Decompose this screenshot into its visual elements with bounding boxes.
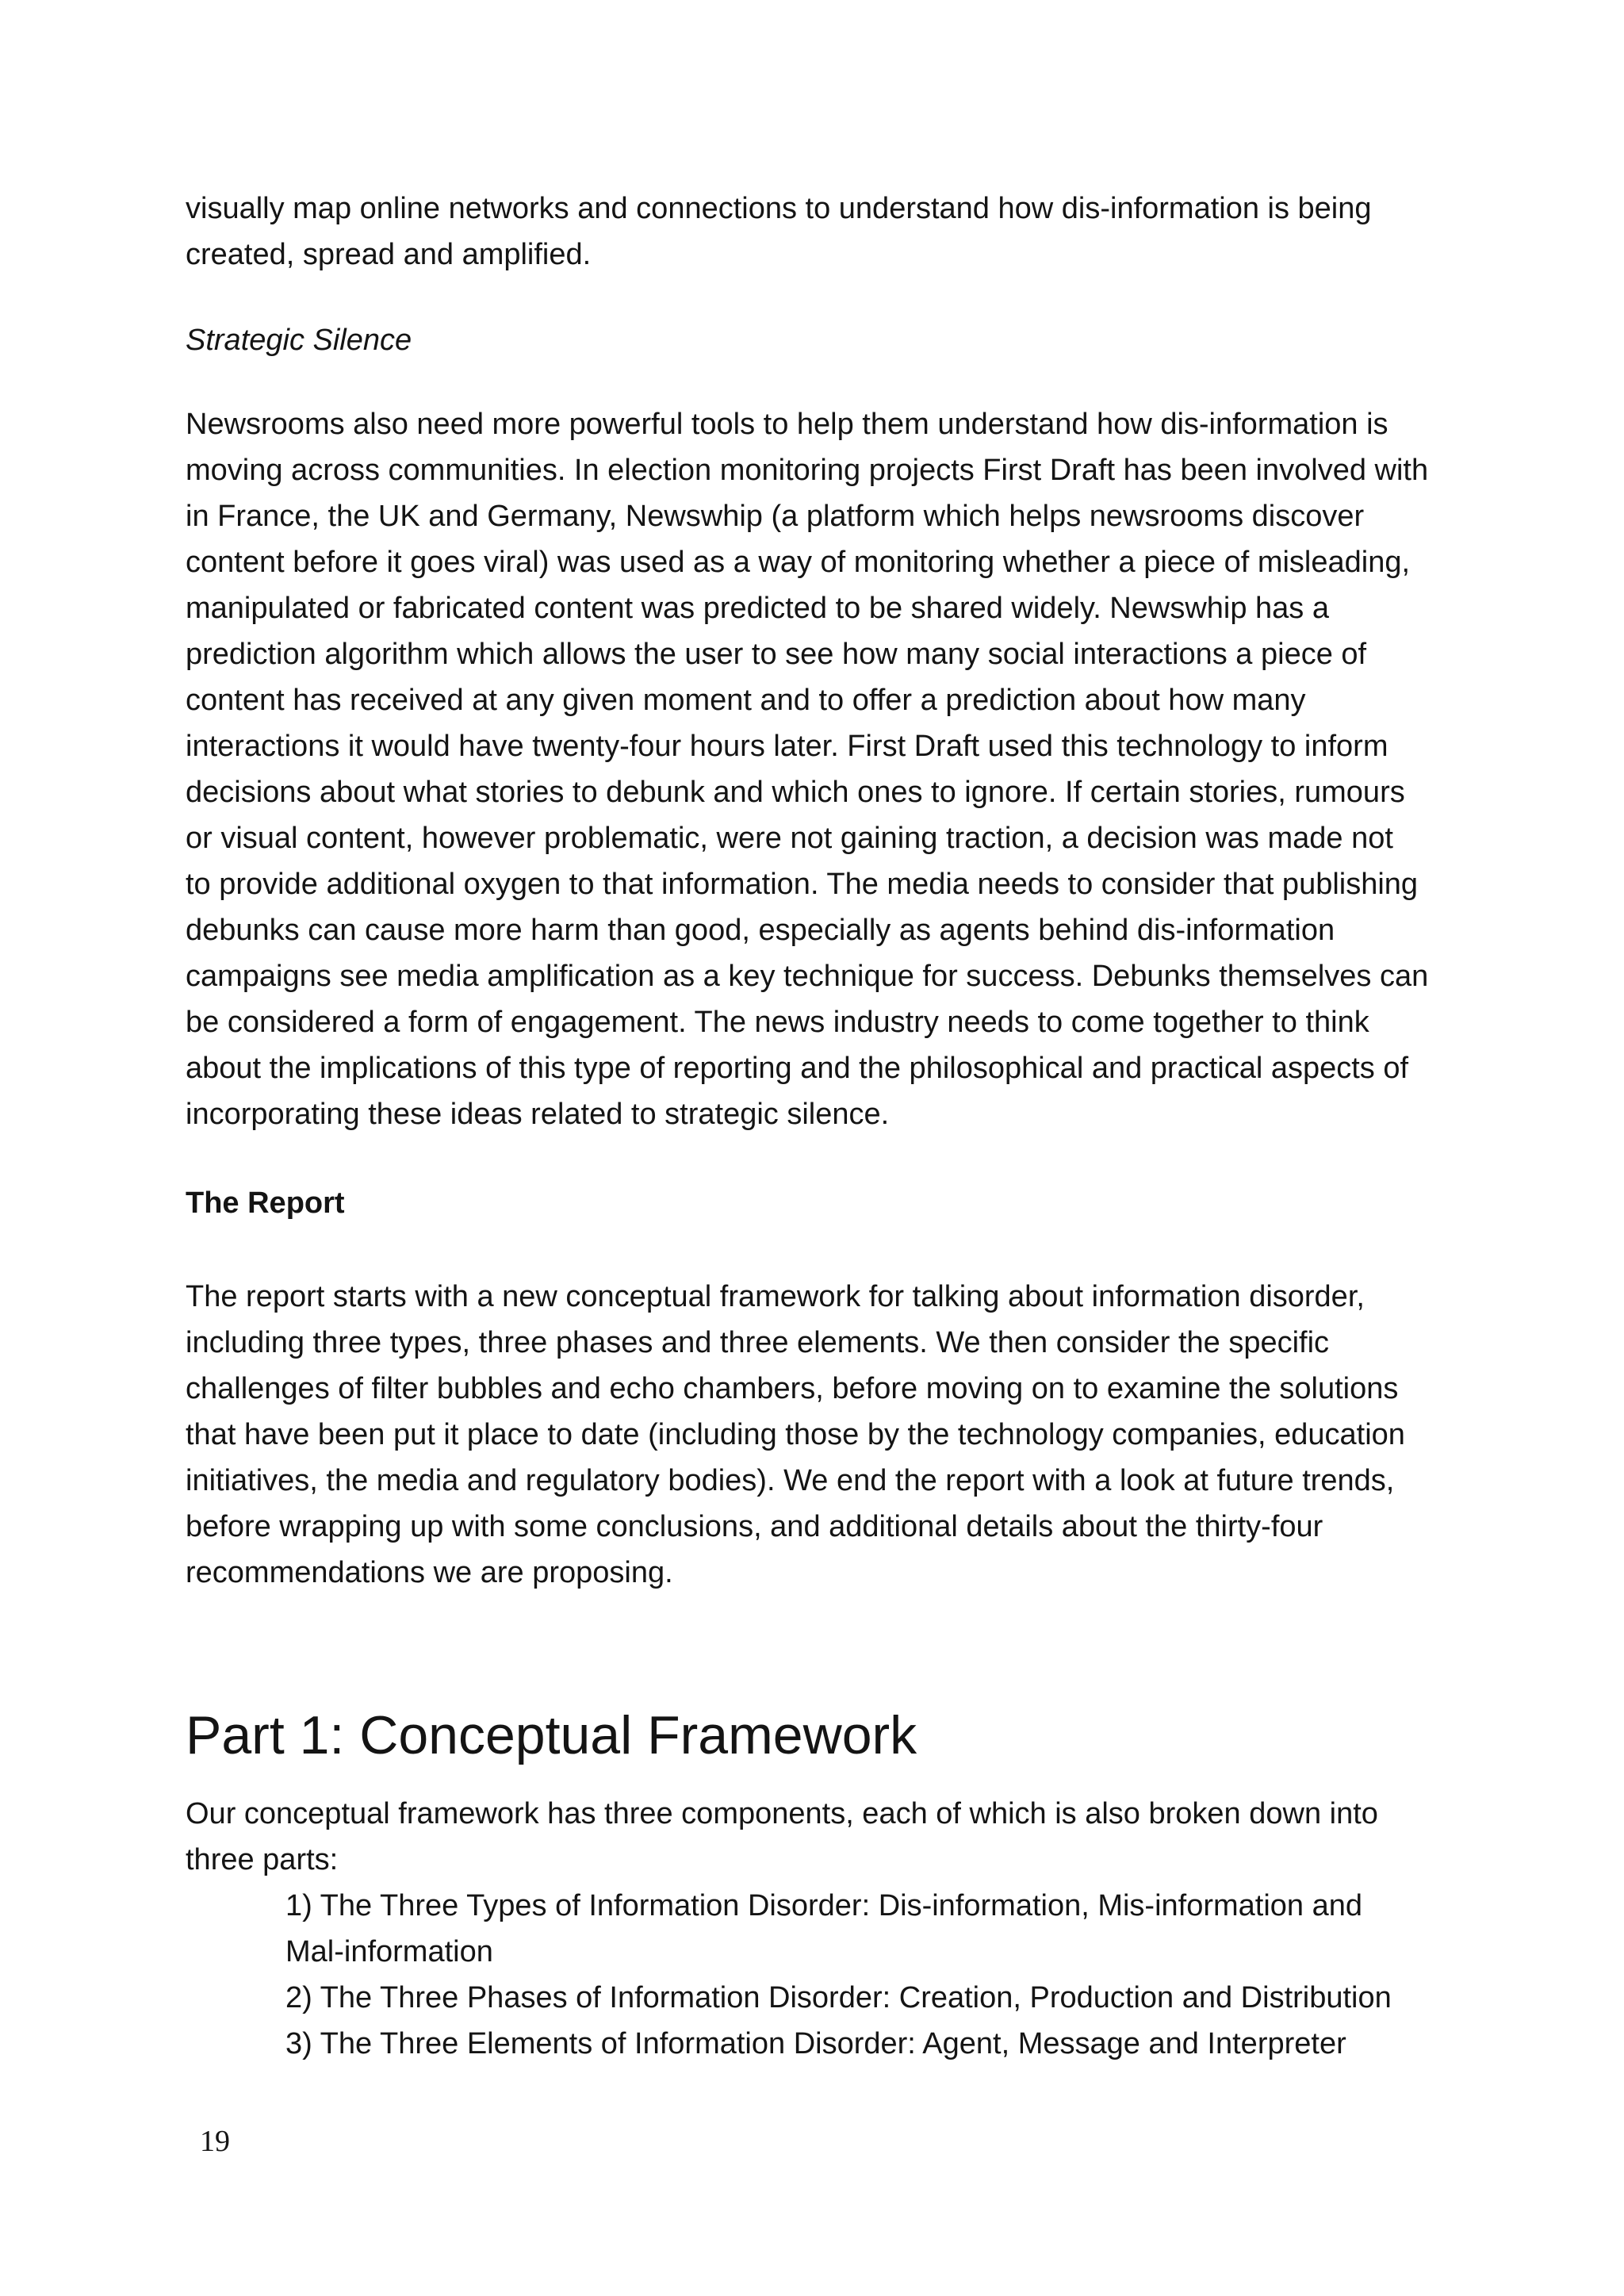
- text-line: moving across communities. In election monitoring projects First Draft has been involved with: [186, 454, 1429, 487]
- strategic-silence-paragraph: [186, 401, 1454, 1137]
- text-line: content before it goes viral) was used as a way of monitoring whether a piece of misleading,: [186, 546, 1411, 579]
- text-line: be considered a form of engagement. The news industry needs to come together to think: [186, 1006, 1369, 1039]
- text-line: interactions it would have twenty-four hours later. First Draft used this technology to inform: [186, 730, 1388, 763]
- framework-list: [285, 1883, 1392, 2067]
- text-line: recommendations we are proposing.: [186, 1556, 673, 1589]
- list-item: [285, 1975, 1392, 2021]
- text-line: initiatives, the media and regulatory bodies). We end the report with a look at future trends,: [186, 1464, 1395, 1497]
- text-line: Our conceptual framework has three components, each of which is also broken down into: [186, 1797, 1378, 1830]
- text-line: debunks can cause more harm than good, especially as agents behind dis-information: [186, 914, 1335, 947]
- list-item: [285, 2021, 1392, 2067]
- part1-heading: Part 1: Conceptual Framework: [186, 1705, 917, 1765]
- report-paragraph: [186, 1274, 1454, 1596]
- text-line: visually map online networks and connections to understand how dis-information is being: [186, 192, 1372, 225]
- text-line: Newsrooms also need more powerful tools to help them understand how dis-information is: [186, 408, 1388, 441]
- text-line: incorporating these ideas related to strategic silence.: [186, 1098, 890, 1131]
- text-line: Mal-information: [285, 1935, 493, 1968]
- text-line: manipulated or fabricated content was predicted to be shared widely. Newswhip has a: [186, 592, 1329, 625]
- intro-paragraph: [186, 186, 1454, 278]
- text-line: campaigns see media amplification as a key technique for success. Debunks themselves can: [186, 960, 1429, 993]
- text-line: The report starts with a new conceptual framework for talking about information disorder,: [186, 1280, 1365, 1313]
- text-line: content has received at any given moment and to offer a prediction about how many: [186, 684, 1306, 717]
- text-line: created, spread and amplified.: [186, 238, 592, 271]
- text-line: challenges of filter bubbles and echo chambers, before moving on to examine the solutions: [186, 1372, 1399, 1405]
- text-line: decisions about what stories to debunk and which ones to ignore. If certain stories, rumours: [186, 776, 1405, 809]
- list-item: [285, 1883, 1392, 1975]
- text-line: three parts:: [186, 1843, 339, 1876]
- text-line: before wrapping up with some conclusions, and additional details about the thirty-four: [186, 1510, 1323, 1543]
- text-line: prediction algorithm which allows the user to see how many social interactions a piece of: [186, 638, 1367, 671]
- text-line: or visual content, however problematic, were not gaining traction, a decision was made not: [186, 822, 1393, 855]
- text-line: 3) The Three Elements of Information Disorder: Agent, Message and Interpreter: [285, 2027, 1346, 2060]
- text-line: to provide additional oxygen to that information. The media needs to consider that publishing: [186, 868, 1419, 901]
- text-line: 1) The Three Types of Information Disorder: Dis-information, Mis-information and: [285, 1889, 1363, 1922]
- framework-paragraph: [186, 1791, 1454, 1883]
- text-line: that have been put it place to date (including those by the technology companies, education: [186, 1418, 1405, 1451]
- document-page: [186, 0, 1454, 2296]
- text-line: in France, the UK and Germany, Newswhip (a platform which helps newsrooms discover: [186, 500, 1365, 533]
- text-line: including three types, three phases and three elements. We then consider the specific: [186, 1326, 1330, 1359]
- text-line: 2) The Three Phases of Information Disorder: Creation, Production and Distribution: [285, 1981, 1392, 2014]
- strategic-silence-heading: Strategic Silence: [186, 324, 412, 357]
- report-heading: The Report: [186, 1186, 345, 1220]
- page-number: 19: [200, 2125, 230, 2158]
- text-line: about the implications of this type of reporting and the philosophical and practical aspects of: [186, 1052, 1409, 1085]
